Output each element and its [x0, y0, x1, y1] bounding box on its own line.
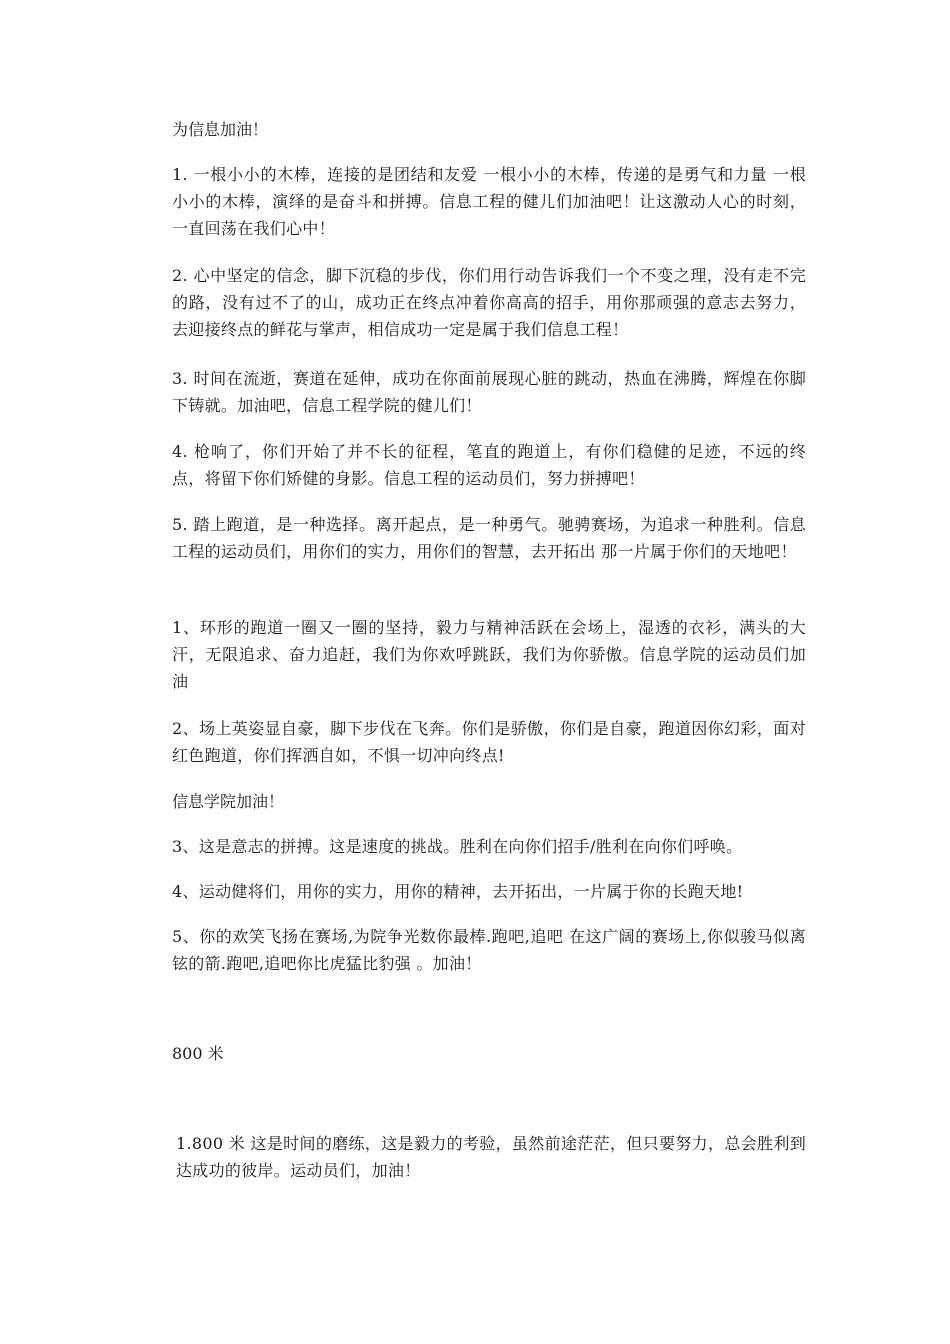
paragraph: 5. 踏上跑道，是一种选择。离开起点，是一种勇气。驰骋赛场，为追求一种胜利。信息工程的运动员们，用你们的实力，用你们的智慧，去开拓出 那一片属于你们的天地吧！ — [172, 515, 806, 561]
paragraph: 3. 时间在流逝，赛道在延伸，成功在你面前展现心脏的跳动，热血在沸腾，辉煌在你脚下铸就。加油吧，信息工程学院的健儿们！ — [172, 369, 806, 415]
paragraph-800m: 1.800 米 这是时间的磨练，这是毅力的考验，虽然前途茫茫，但只要努力，总会胜利到达成功的彼岸。运动员们，加油！ — [176, 1134, 806, 1180]
paragraph: 4. 枪响了，你们开始了并不长的征程，笔直的跑道上，有你们稳健的足迹，不远的终点，将留下你们矫健的身影。信息工程的运动员们，努力拼搏吧！ — [172, 442, 806, 488]
paragraph: 2、场上英姿显自豪，脚下步伐在飞奔。你们是骄傲，你们是自豪，跑道因你幻彩，面对红色跑道，你们挥洒自如，不惧一切冲向终点! — [172, 719, 806, 765]
paragraph: 2. 心中坚定的信念，脚下沉稳的步伐，你们用行动告诉我们一个不变之理，没有走不完的路，没有过不了的山，成功正在终点冲着你高高的招手，用你那顽强的意志去努力，去迎接终点的鲜花与掌声，相信成功一定是属于我们信息工程！ — [172, 266, 806, 339]
section-heading-800m: 800 米 — [172, 1044, 224, 1063]
paragraph: 4、运动健将们，用你的实力，用你的精神，去开拓出，一片属于你的长跑天地! — [172, 882, 744, 901]
document-heading: 为信息加油！ — [172, 120, 269, 139]
paragraph: 信息学院加油！ — [172, 792, 285, 811]
paragraph: 1. 一根小小的木棒，连接的是团结和友爱 一根小小的木棒，传递的是勇气和力量 一根小小的木棒，演绎的是奋斗和拼搏。信息工程的健儿们加油吧！让这激动人心的时刻，一直回荡在我们心中！ — [172, 165, 806, 238]
paragraph: 1、环形的跑道一圈又一圈的坚持，毅力与精神活跃在会场上，湿透的衣衫，满头的大汗，无限追求、奋力追赶，我们为你欢呼跳跃，我们为你骄傲。信息学院的运动员们加油 — [172, 618, 806, 691]
paragraph: 3、这是意志的拼搏。这是速度的挑战。胜利在向你们招手/胜利在向你们呼唤。 — [172, 837, 743, 856]
paragraph: 5、你的欢笑飞扬在赛场,为院争光数你最棒.跑吧,追吧 在这广阔的赛场上,你似骏马似离铉的箭.跑吧,追吧你比虎猛比豹强 。加油！ — [172, 927, 806, 973]
